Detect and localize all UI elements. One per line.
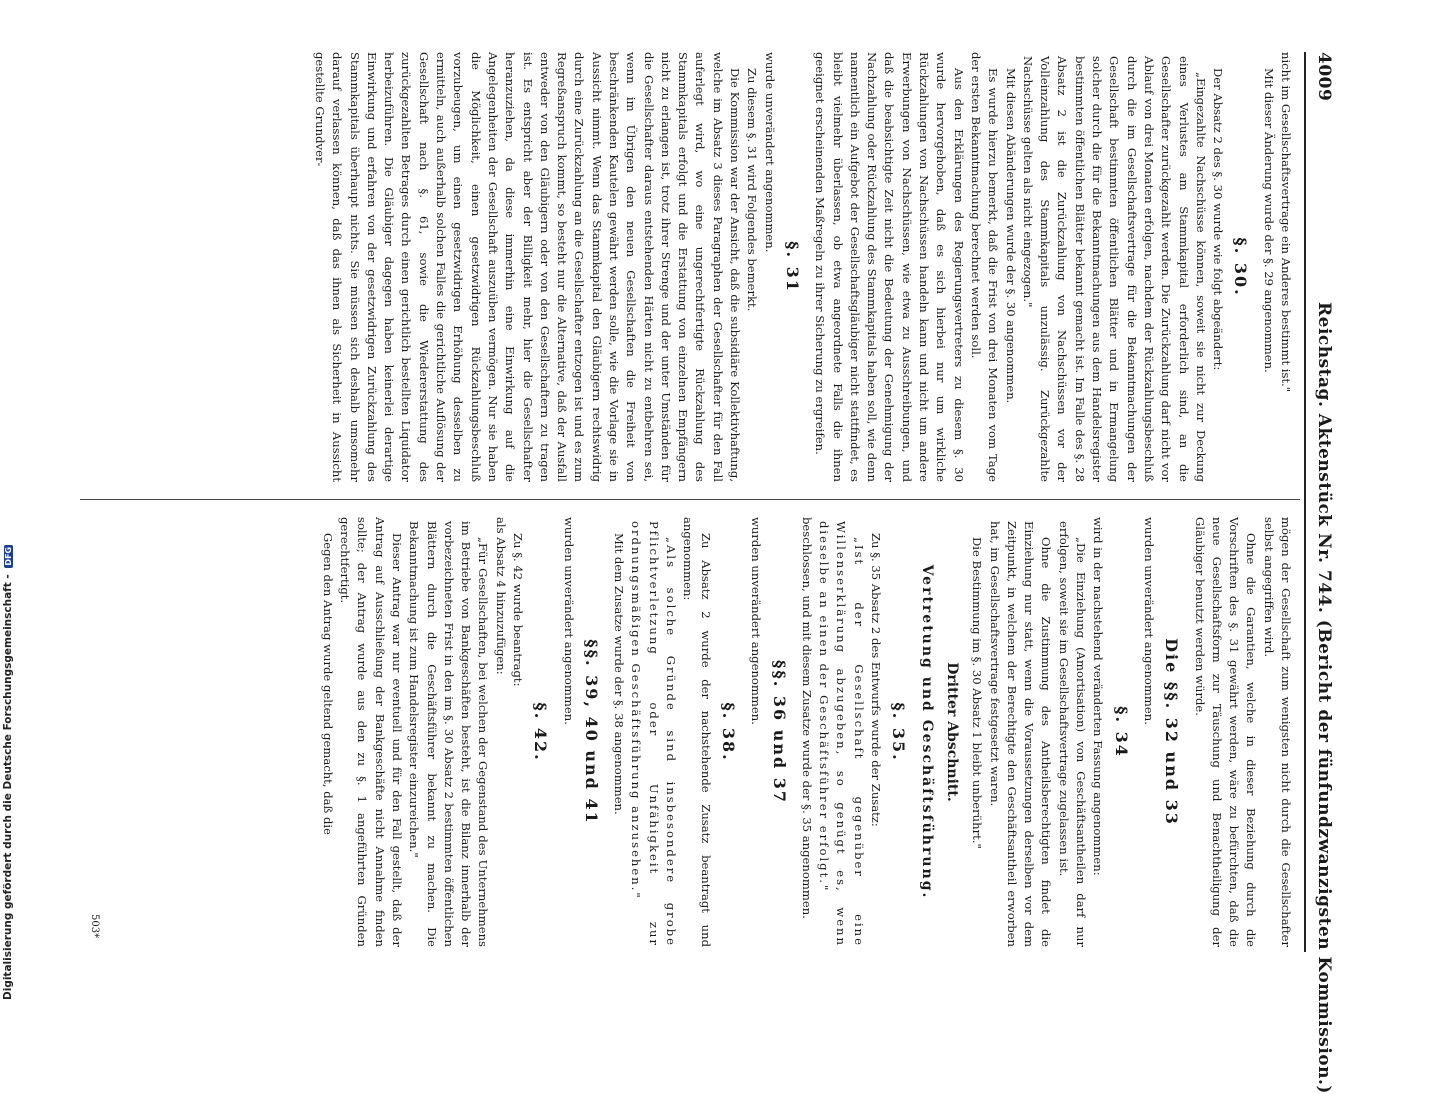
paragraph: Der Absatz 2 des §. 30 wurde wie folgt abgeändert: bbox=[1211, 68, 1226, 371]
section-heading-42: §. 42. bbox=[531, 702, 551, 762]
section-heading-32-33: Die §§. 32 und 33 bbox=[1162, 638, 1182, 826]
column-left bbox=[311, 52, 1294, 482]
paragraph: Es wurde hierzu bemerkt, daß die Frist von drei Monaten vom Tage der ersten Bekanntmachung berechnet werden soll. bbox=[968, 52, 1001, 482]
quoted-text: „Ist der Gesellschaft gegenüber eine Willenserklärung abzugeben, so genügt es, wenn dieselbe an einen der Geschäftsführer erfolgt." bbox=[817, 521, 866, 947]
paragraph: als Absatz 4 hinzuzufügen: bbox=[493, 517, 508, 675]
paragraph: Mit dem Zusatze wurde der §. 38 angenommen. bbox=[612, 533, 627, 815]
page-header bbox=[1304, 52, 1340, 1094]
chapter-heading: Dritter Abschnitt. bbox=[943, 662, 960, 802]
paragraph: nicht im Gesellschaftsvertrage ein Anderes bestimmt ist." bbox=[1279, 52, 1293, 393]
chapter-subheading: Vertretung und Geschäftsführung. bbox=[918, 564, 935, 900]
paragraph: Ohne die Garantien, welche in dieser Beziehung durch die Vorschriften des §. 31 gewährt werden, wäre zu befürchten, daß die neue Gesellschaftsform zur Täuschung und Benachtheiligung der Gläubiger benutzt werden würde. bbox=[1192, 517, 1259, 947]
section-heading-38: §. 38. bbox=[718, 702, 738, 762]
paragraph: wurden unverändert angenommen. bbox=[561, 517, 576, 725]
quoted-text: „Als solche Gründe sind insbesondere grobe Pflichtverletzung oder Unfähigkeit zur ordnungsmäßigen Geschäftsführung anzusehen." bbox=[629, 521, 679, 947]
paragraph: beschlossen, und mit diesem Zusatze wurde der §. 35 angenommen. bbox=[799, 517, 814, 919]
digitization-banner bbox=[2, 546, 16, 1000]
quoted-text: „Eingezahlte Nachschüsse können, soweit sie nicht zur Deckung eines Verlustes am Stammkapital erforderlich sind, an die Gesellschafter zurückgezahlt werden. Die Zurückzahlung darf nicht vor Ablauf von drei Monaten erfolgen, nachdem der Rückzahlungsbeschluß durch die im Gesellschaftsvertrage für die Bekanntmachungen der Gesellschaft bestimmten öffentlichen Blätter und in Ermangelung solcher durch die für die Bekanntmachungen aus dem Handelsregister bestimmten öffentlichen Blätter bekannt gemacht ist. Im Falle des §. 28 Absatz 2 ist die Zurückzahlung von Nachschüssen vor der Volleinzahlung des Stammkapitals unzulässig. Zurückgezahlte Nachschüsse gelten als nicht eingezogen." bbox=[1020, 56, 1208, 482]
rotated-document-page bbox=[70, 52, 1340, 1094]
section-heading-39-41: §§. 39, 40 und 41 bbox=[581, 639, 601, 825]
paragraph: Gegen den Antrag wurde geltend gemacht, daß die bbox=[320, 533, 335, 835]
section-heading-36-37: §§. 36 und 37 bbox=[769, 660, 789, 804]
paragraph: wurden unverändert angenommen. bbox=[1141, 517, 1156, 725]
paragraph: mögen der Gesellschaft zum wenigsten nicht durch die Gesellschafter selbst angegriffen wird. bbox=[1261, 517, 1293, 947]
section-heading-30: §. 30. bbox=[1231, 237, 1251, 297]
column-right bbox=[318, 517, 1294, 947]
section-heading-34: §. 34 bbox=[1111, 706, 1131, 758]
quoted-text: Ohne die Zustimmung des Antheilsberechtigten findet die Einziehung nur statt, wenn die Voraussetzungen derselben vor dem Zeitpunkt, in welchem der Berechtigte den Geschäftsantheil erworben hat, im Gesellschaftsvertrage festgesetzt waren. bbox=[987, 521, 1054, 947]
running-title: Reichstag. Aktenstück Nr. 744. (Bericht der fünfundzwanzigsten Kommission.) bbox=[1314, 302, 1334, 1094]
paragraph: Aus den Erklärungen des Regierungsvertreters zu diesem §. 30 wurde hervorgehoben, daß es sich hierbei nur um wirkliche Rückzahlungen von Nachschüssen handeln kann und nicht um andere Erwerbungen von Nachschüssen, wie etwa zu Ausschreibungen, und daß die beabsichtigte Zeit nicht die Bedeutung der Genehmigung der Nachzahlung oder Rückzahlung des Stammkapitals haben soll, wie denn namentlich ein Aufgebot der Gesellschaftsgläubiger nicht stattfindet, es bleibt vielmehr überlassen, ob etwa angeordnete Falls die ihnen geeignet erscheinenden Maßregeln zu ihrer Sicherung zu ergreifen. bbox=[813, 52, 966, 482]
paragraph: Dieser Antrag war nur eventuell und für den Fall gestellt, daß der Antrag auf Ausschließung der Bankgeschäfte nicht Annahme finden sollte; der Antrag wurde aus den zu §. 1 angeführten Gründen gerechtfertigt. bbox=[338, 517, 404, 947]
paragraph: Zu §. 42 wurde beantragt: bbox=[511, 533, 526, 687]
paragraph: Mit diesen Abänderungen wurde der §. 30 angenommen. bbox=[1003, 68, 1018, 404]
dfg-logo-icon: DFG bbox=[4, 546, 13, 566]
paragraph: Zu §. 35 Absatz 2 des Entwurfs wurde der Zusatz: bbox=[869, 533, 884, 827]
paragraph: Die Kommission war der Ansicht, daß die subsidiäre Kollektivhaftung, welche im Absatz 3 dieses Paragraphen der Gesellschafter für den Fall auferlegt wird, wo eine ungerechtfertigte Rückzahlung des Stammkapitals erfolgt und die Erstattung von einzelnen Empfängern nicht zu erlangen ist, trotz ihrer Strenge und der unter Umständen für die Gesellschafter daraus entstehenden Härten nicht zu entbehren sei, wenn im Übrigen den neuen Gesellschaften die Freiheit von beschränkenden Kautelen gewährt werden solle, wie die Vorlage sie in Aussicht nimmt. Wenn das Stammkapital den Gläubigern rechtswidrig durch eine Zurückzahlung an die Gesellschafter entzogen ist und es zum Regreßanspruch kommt, so besteht nur die Alternative, daß der Ausfall entweder von den Gläubigern oder von den Gesellschaftern zu tragen ist. Es entspricht aber der Billigkeit mehr, hier die Gesellschafter heranzuziehen, da diese immerhin eine Einwirkung auf die Angelegenheiten der Gesellschaft auszuüben vermögen. Nur sie haben die Möglichkeit, einen gesetzwidrigen Rückzahlungsbeschluß vorzubeugen, um einen gesetzwidrigen Erhöhung desselben zu ermitteln, auch außerhalb solchen Falles die gerichtliche Auflösung der Gesellschaft nach §. 61, sowie die Wiedererstattung des zurückgezahlten Betrages durch einen gerichtlich bestellten Liquidator herbeizuführen. Die Gläubiger dagegen haben keinerlei derartige Einwirkung und erfahren von der gesetzwidrigen Zurückzahlung des Stammkapitals überhaupt nichts. Sie müssen sich deshalb umsomehr darauf verlassen können, daß das ihnen als Sicherheit in Aussicht gestellte Grundver- bbox=[312, 52, 743, 482]
section-heading-31: §. 31 bbox=[782, 241, 802, 293]
paragraph: wurden unverändert angenommen. bbox=[749, 517, 764, 725]
banner-text: Digitalisierung gefördert durch die Deutsche Forschungsgemeinschaft - bbox=[2, 574, 14, 1000]
quoted-text: „Die Einziehung (Amortisation) von Geschäftsantheilen darf nur erfolgen, soweit sie im Gesellschaftsvertrage zugelassen ist. bbox=[1056, 521, 1089, 947]
section-heading-35: §. 35. bbox=[889, 702, 909, 762]
quoted-text: „Für Gesellschaften, bei welchen der Gegenstand des Unternehmens im Betriebe von Bankgeschäften besteht, ist die Bilanz innerhalb der vorbezeichneten Frist in den im §. 30 Absatz 2 bestimmten öffentlichen Blättern durch die Geschäftsführer bekannt zu machen. Die Bekanntmachung ist zum Handelsregister einzureichen." bbox=[407, 521, 491, 947]
sheet-signature: 503* bbox=[89, 914, 100, 939]
paragraph: wurde unverändert angenommen. bbox=[762, 52, 777, 253]
quoted-text: Die Bestimmung im §. 30 Absatz 1 bleibt unberührt." bbox=[970, 537, 985, 849]
column-divider bbox=[80, 499, 1300, 500]
paragraph: Mit dieser Änderung wurde der §. 29 angenommen. bbox=[1261, 68, 1276, 373]
page-number: 4009 bbox=[1314, 52, 1334, 102]
paragraph: Zu Absatz 2 wurde der nachstehende Zusatz beantragt und angenommen: bbox=[681, 517, 713, 947]
paragraph: wird in der nachstehend veränderten Fassung angenommen: bbox=[1091, 517, 1106, 876]
paragraph: Zu diesem §. 31 wird Folgendes bemerkt. bbox=[745, 68, 760, 312]
